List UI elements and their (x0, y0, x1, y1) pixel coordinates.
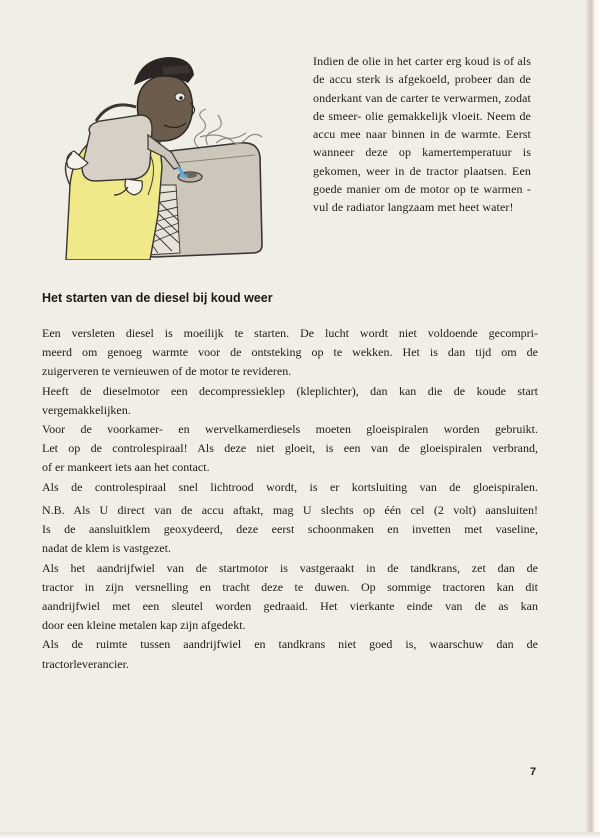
intro-line: Indien de olie in het carter erg koud (313, 54, 490, 68)
body-line: zuigerveren te vernieuwen of de motor te revideren. (42, 364, 292, 379)
body-line: Heeft de dieselmotor een decompressieklep (kleplichter), dan kan die de koude start (42, 383, 538, 398)
body-line: Voor de voorkamer- en wervelkamerdiesels moeten gloeispiralen worden gebruikt. (42, 422, 538, 437)
body-text-block (42, 324, 538, 497)
intro-line: gekomen, weer in de tractor plaatsen. (313, 163, 507, 178)
body-line: Als de controlespiraal snel lichtrood wordt, is er kortsluiting van de gloeispiralen. (42, 479, 538, 494)
body-line: of er mankeert iets aan het contact. (42, 460, 210, 475)
body-line: vergemakkelijken. (42, 402, 131, 417)
body-line: Als de ruimte tussen aandrijfwiel en tandkrans niet goed is, waarschuw dan de (42, 637, 538, 652)
body-line: Een versleten diesel is moeilijk te starten. De lucht wordt niet voldoende gecompri- (42, 326, 538, 340)
note-text-block (42, 501, 538, 674)
intro-line: Een goede manier om de motor op te (313, 163, 531, 197)
page-number: 7 (530, 766, 537, 778)
body-line: Let op de controlespiraal! Als deze niet gloeit, is een van de gloeispiralen verbrand, (42, 441, 538, 456)
section-heading: Het starten van de diesel bij koud weer (42, 291, 273, 305)
intro-line: is of als de accu sterk is afgekoeld, (313, 54, 531, 87)
body-line: N.B. Als U direct van de accu aftakt, mag U slechts op één cel (2 volt) aansluiten! (42, 503, 538, 517)
intro-line: wanneer deze op kamertemperatuur is (313, 145, 531, 160)
body-line: Is de aansluitklem geoxydeerd, deze eerst schoonmaken en invetten met vaseline, (42, 522, 538, 537)
body-line: meerd om genoeg warmte voor de ontsteking op te wekken. Het is dan tijd om de (42, 345, 538, 360)
body-line: door een kleine metalen kap zijn afgedekt. (42, 618, 246, 633)
intro-line: met heet water! (437, 200, 514, 215)
body-line: aandrijfwiel met een sleutel worden gedraaid. Het vierkante einde van de as kan (42, 599, 538, 614)
illustration-man-pouring-water (30, 45, 300, 260)
body-line: Als het aandrijfwiel van de startmotor is vastgeraakt in de tandkrans, zet dan de (42, 560, 538, 575)
intro-line: warmen - vul de radiator langzaam (313, 182, 532, 215)
steam-illustration (194, 109, 262, 147)
page-edge (586, 0, 600, 840)
intro-line: mee naar binnen in de warmte. Eerst (340, 127, 531, 142)
intro-line: carter te verwarmen, zodat de smeer- (313, 90, 531, 123)
intro-line: olie gemakkelijk vloeit. Neem de accu (313, 108, 531, 142)
body-line: tractorleverancier. (42, 656, 129, 671)
intro-paragraph (313, 52, 531, 217)
intro-line: probeer dan de onderkant van de (313, 72, 531, 105)
body-line: nadat de klem is vastgezet. (42, 541, 171, 556)
page-edge-bottom (0, 832, 600, 840)
body-line: tractor in zijn versnelling en tracht deze te duwen. Op sommige tractoren kan dit (42, 579, 538, 594)
